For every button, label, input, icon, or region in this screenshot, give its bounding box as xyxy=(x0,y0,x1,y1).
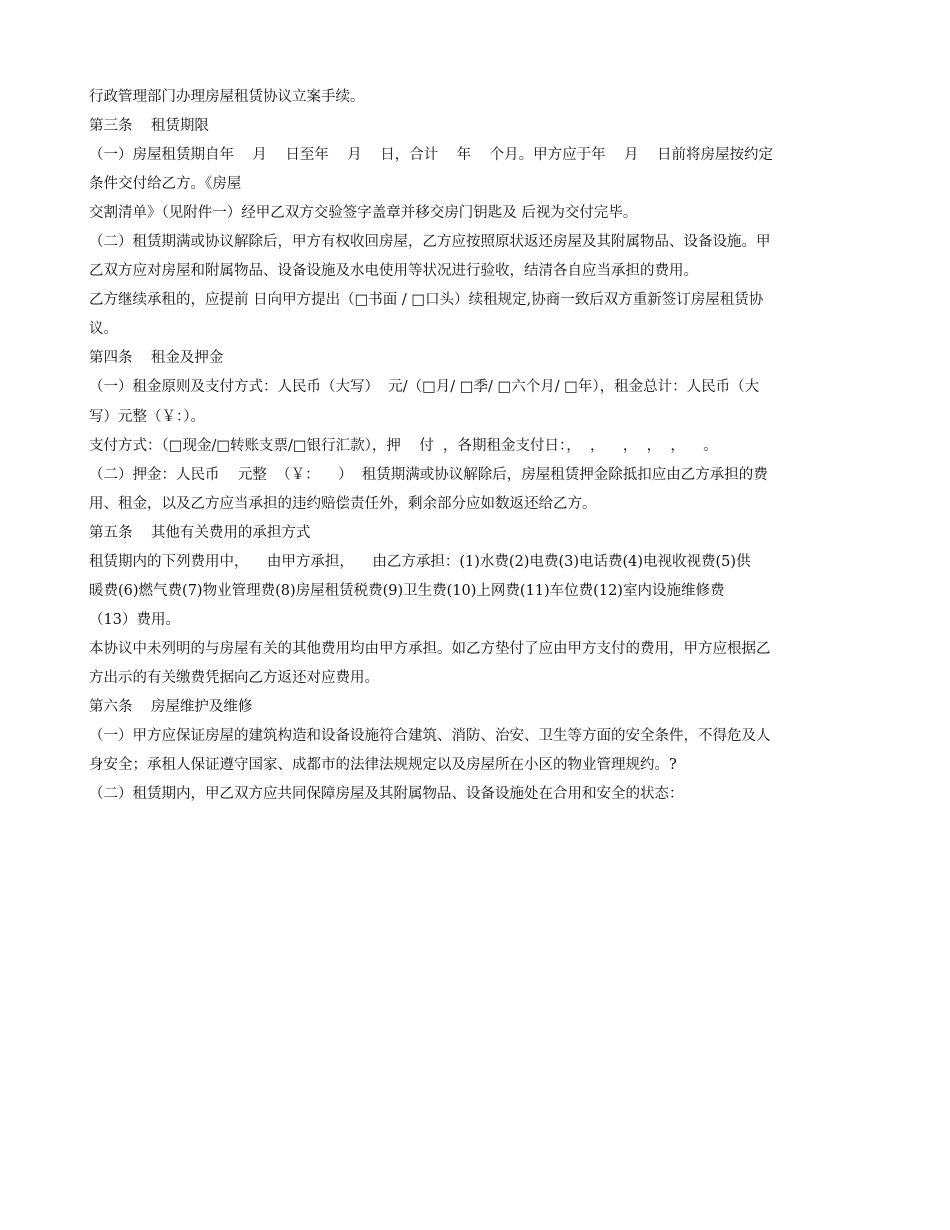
text-line: 条件交付给乙方。《房屋 xyxy=(89,176,242,193)
section-heading: 第四条 租金及押金 xyxy=(89,350,224,367)
text-line: 议。 xyxy=(89,321,118,338)
text-line: （二）押金：人民币 元整 （￥： ） 租赁期满或协议解除后，房屋租赁押金除抵扣应由乙方承担的费 xyxy=(89,466,768,483)
text-line: 租赁期内的下列费用中， 由甲方承担， 由乙方承担：(1)水费(2)电费(3)电话费(4)电视收视费(5)供 xyxy=(89,553,751,570)
text-line: 交割清单》（见附件一）经甲乙双方交验签字盖章并移交房门钥匙及 后视为交付完毕。 xyxy=(89,205,638,222)
text-line: （二）租赁期内，甲乙双方应共同保障房屋及其附属物品、设备设施处在合用和安全的状态： xyxy=(89,786,684,803)
text-line: （一）甲方应保证房屋的建筑构造和设备设施符合建筑、消防、治安、卫生等方面的安全条件，不得危及人 xyxy=(89,728,771,745)
text-line: 暖费(6)燃气费(7)物业管理费(8)房屋租赁税费(9)卫生费(10)上网费(11)车位费(12)室内设施维修费 xyxy=(89,582,725,599)
document-body xyxy=(89,83,864,809)
text-line: 本协议中未列明的与房屋有关的其他费用均由甲方承担。如乙方垫付了应由甲方支付的费用，甲方应根据乙 xyxy=(89,640,771,657)
text-line: （一）租金原则及支付方式：人民币（大写） 元/（□月/ □季/ □六个月/ □年），租金总计：人民币（大 xyxy=(89,379,760,396)
text-line: 乙双方应对房屋和附属物品、设备设施及水电使用等状况进行验收，结清各自应当承担的费用。 xyxy=(89,263,698,280)
text-line: 行政管理部门办理房屋租赁协议立案手续。 xyxy=(89,89,365,105)
section-heading: 第三条 租赁期限 xyxy=(89,118,209,135)
section-heading: 第六条 房屋维护及维修 xyxy=(89,698,253,715)
text-line: 写）元整（￥：）。 xyxy=(89,408,205,425)
text-line: （一）房屋租赁期自年 月 日至年 月 日，合计 年 个月。甲方应于年 月 日前将房屋按约定 xyxy=(89,147,773,164)
section-heading: 第五条 其他有关费用的承担方式 xyxy=(89,524,311,541)
text-line: 方出示的有关缴费凭据向乙方返还对应费用。 xyxy=(89,669,379,686)
text-line: 身安全；承租人保证遵守国家、成都市的法律法规规定以及房屋所在小区的物业管理规约。? xyxy=(89,757,677,774)
text-line: 支付方式：（□现金/□转账支票/□银行汇款），押 付 ，各期租金支付日：， ， ， ， ， 。 xyxy=(89,437,718,454)
text-line: （二）租赁期满或协议解除后，甲方有权收回房屋，乙方应按照原状返还房屋及其附属物品、设备设施。甲 xyxy=(89,234,771,251)
text-line: 用、租金，以及乙方应当承担的违约赔偿责任外，剩余部分应如数返还给乙方。 xyxy=(89,495,597,512)
text-line: （13）费用。 xyxy=(89,611,180,628)
text-line: 乙方继续承租的，应提前 日向甲方提出（□书面 / □口头）续租规定,协商一致后双方重新签订房屋租赁协 xyxy=(89,292,764,309)
